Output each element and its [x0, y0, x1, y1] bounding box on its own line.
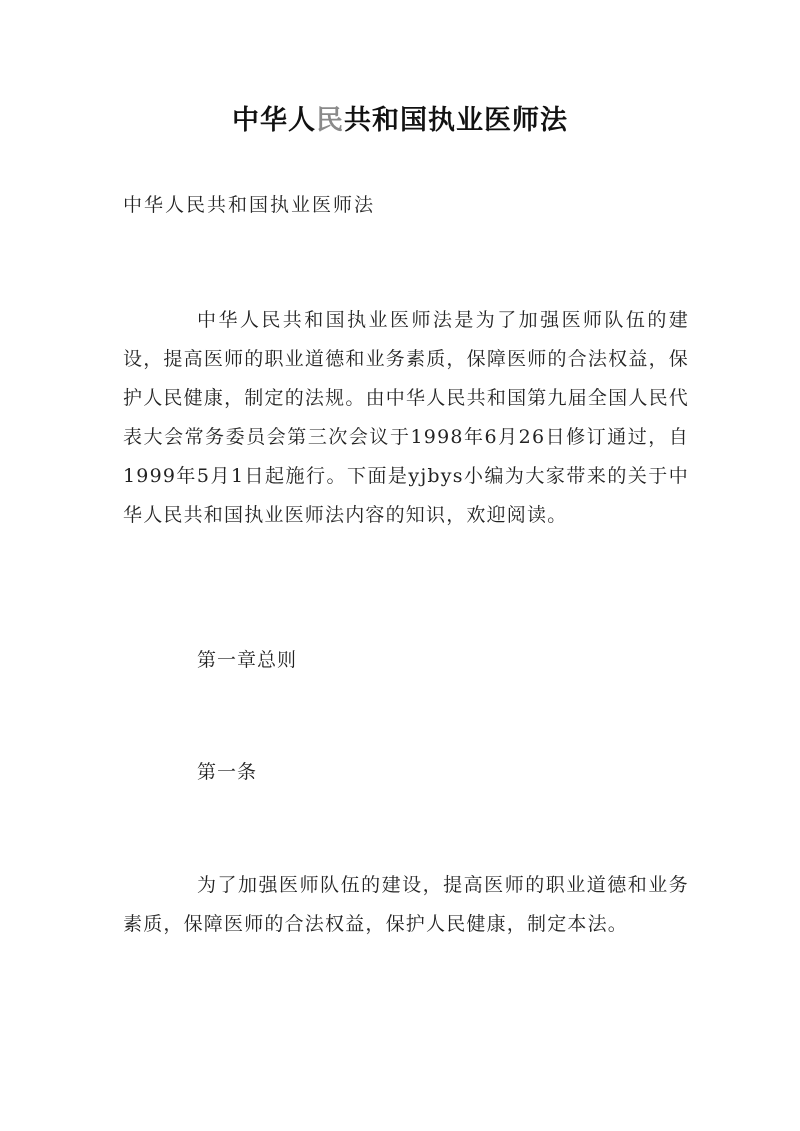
chapter-heading: 第一章总则: [197, 649, 298, 671]
title-part-1: 中华人: [232, 105, 316, 136]
document-title: [0, 98, 800, 137]
article-paragraph: 为了加强医师队伍的建设，提高医师的职业道德和业务素质，保障医师的合法权益，保护人民健康，制定本法。: [123, 874, 689, 935]
document-subtitle: 中华人民共和国执业医师法: [123, 194, 376, 216]
title-faded-char: 民: [316, 105, 344, 136]
article-heading: 第一条: [197, 761, 258, 783]
intro-paragraph: 中华人民共和国执业医师法是为了加强医师队伍的建设，提高医师的职业道德和业务素质，保障医师的合法权益，保护人民健康，制定的法规。由中华人民共和国第九届全国人民代表大会常务委员会第三次会议于1998年6月26日修订通过，自1999年5月1日起施行。下面是yjbys小编为大家带来的关于中华人民共和国执业医师法内容的知识，欢迎阅读。: [123, 309, 689, 526]
title-part-2: 共和国执业医师法: [344, 105, 568, 136]
